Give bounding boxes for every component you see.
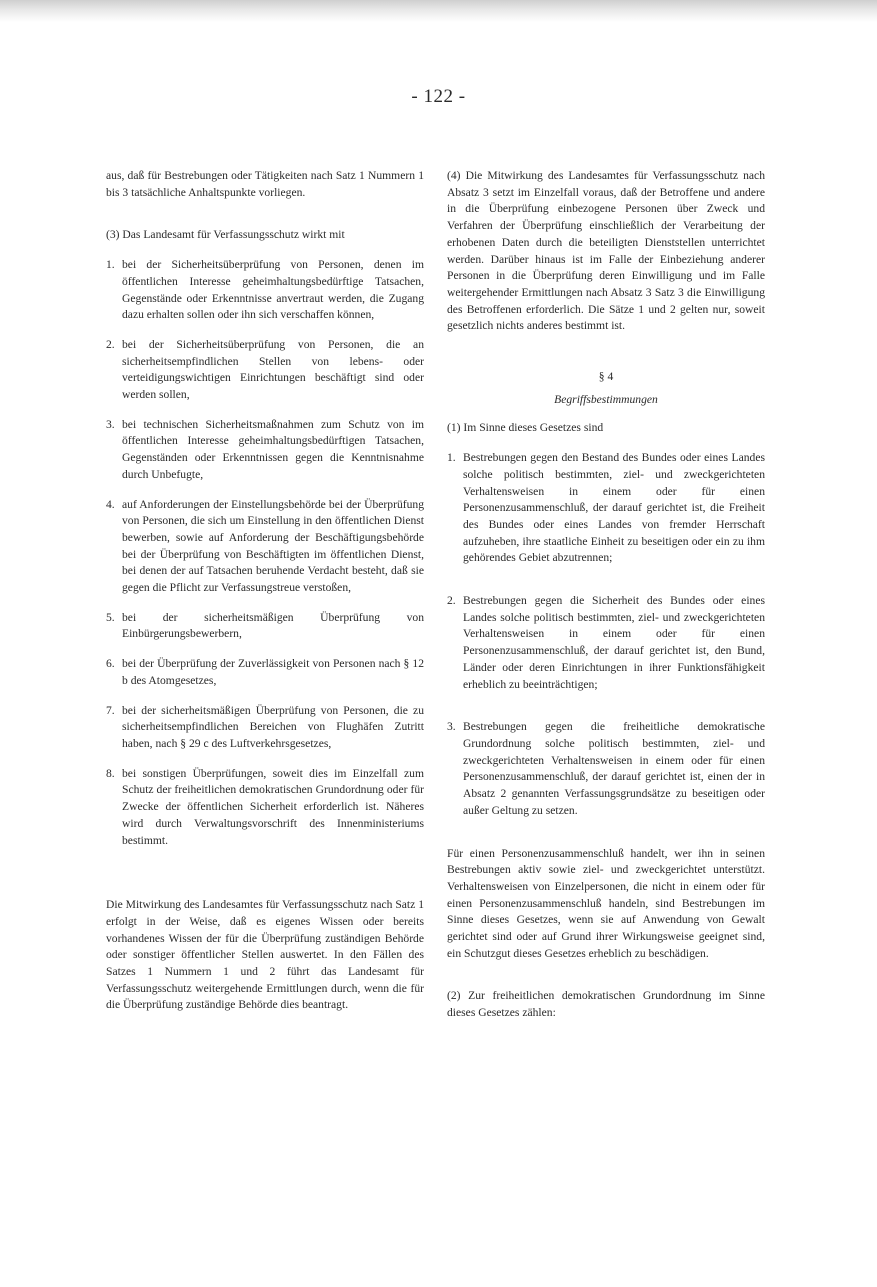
list-item-number: 1. bbox=[447, 451, 456, 465]
right-column bbox=[447, 168, 765, 1035]
list-item bbox=[447, 719, 765, 819]
list-item bbox=[106, 610, 424, 643]
section-title: Begriffsbestimmungen bbox=[554, 392, 658, 406]
section-number: § 4 bbox=[598, 370, 614, 384]
list-item-number: 4. bbox=[106, 497, 115, 511]
list-item bbox=[106, 656, 424, 689]
list-item bbox=[106, 703, 424, 753]
list-item-text: bei sonstigen Überprüfungen, soweit dies im Einzelfall zum Schutz der freiheitlichen demokratischen Grundordnung oder für Zwecke der öffentlichen Sicherheit erforderlich ist. Näheres wird durch Verwaltungsvorschrift des Innenministeriums bestimmt. bbox=[122, 766, 424, 847]
list-item-text: bei der sicherheitsmäßigen Überprüfung von Personen, die zu sicherheitsempfindlichen Bereichen von Flughäfen Zutritt haben, nach § 29 c des Luftverkehrsgesetzes, bbox=[122, 703, 424, 750]
page-number: - 122 - bbox=[411, 86, 466, 107]
paragraph-1-heading: (1) Im Sinne dieses Gesetzes sind bbox=[447, 421, 604, 435]
list-item-number: 6. bbox=[106, 657, 115, 671]
list-item-number: 8. bbox=[106, 766, 115, 780]
list-item-number: 2. bbox=[447, 594, 456, 608]
closing-paragraph: Für einen Personenzusammenschluß handelt, wer ihn in seinen Bestrebungen aktiv sowie ziel- und zweckgerichtet unterstützt. Verhaltensweisen von Einzelpersonen, die nicht in einem oder für einen Personenzusammenschluß handeln, sind Bestrebungen im Sinne dieses Gesetzes, wenn sie auf Anwendung von Gewalt gerichtet sind oder auf Grund ihrer Wirkungsweise geeignet sind, ein Schutzgut dieses Gesetzes erheblich zu beschädigen. bbox=[447, 846, 765, 960]
list-item-number: 3. bbox=[106, 417, 115, 431]
list-item bbox=[447, 450, 765, 567]
list-item bbox=[106, 257, 424, 324]
list-item-text: bei der sicherheitsmäßigen Überprüfung von Einbürgerungsbewerbern, bbox=[122, 610, 424, 641]
scan-edge-shadow bbox=[0, 0, 877, 22]
list-item-text: bei technischen Sicherheitsmaßnahmen zum Schutz von im öffentlichen Interesse geheimhaltungsbedürftigen Tatsachen, Gegenständen oder Erkenntnissen gegen die Kenntnisnahme durch Unbefugte, bbox=[122, 417, 424, 481]
list-item-text: bei der Überprüfung der Zuverlässigkeit von Personen nach § 12 b des Atomgesetzes, bbox=[122, 657, 424, 687]
list-item-text: Bestrebungen gegen den Bestand des Bundes oder eines Landes solche politisch bestimmten, ziel- und zweckgerichteten Verhaltensweisen in einem oder für einen Personenzusammenschluß, der darauf gerichtet ist, die Freiheit des Bundes oder eines Landes von fremder Herrschaft aufzuheben, ihre staatliche Einheit zu beseitigen oder ein zu ihm gehörendes Gebiet abzutrennen; bbox=[463, 451, 765, 565]
list-item-number: 3. bbox=[447, 720, 456, 734]
list-item-text: bei der Sicherheitsüberprüfung von Personen, die an sicherheitsempfindlichen Stellen von lebens- oder verteidigungswichtigen Einrichtungen beschäftigt sind oder werden sollen, bbox=[122, 337, 424, 402]
paragraph-3-heading: (3) Das Landesamt für Verfassungsschutz wirkt mit bbox=[106, 228, 345, 242]
paragraph-4: (4) Die Mitwirkung des Landesamtes für Verfassungsschutz nach Absatz 3 setzt im Einzelfall voraus, daß der Betroffene und andere in die Überprüfung einbezogene Personen über Zweck und Verfahren der Überprüfung einschließlich der Verarbeitung der erhobenen Daten durch die beteiligten Dienststellen unterrichtet werden. Darüber hinaus ist im Falle der Einbeziehung anderer Personen in die Überprüfung deren Einwilligung und im Falle weitergehender Ermittlungen nach Absatz 3 Satz 3 die Einwilligung des Betroffenen erforderlich. Die Sätze 1 und 2 gelten nur, soweit gesetzlich nichts anderes bestimmt ist. bbox=[447, 169, 765, 333]
list-item bbox=[106, 497, 424, 597]
list-item bbox=[447, 593, 765, 693]
closing-paragraph: Die Mitwirkung des Landesamtes für Verfassungsschutz nach Satz 1 erfolgt in der Weise, daß es eigenes Wissen oder bereits vorhandenes Wissen der für die Überprüfung zuständigen Behörde oder sonstiger öffentlicher Stellen auswertet. In den Fällen des Satzes 1 Nummern 1 und 2 führt das Landesamt für Verfassungsschutz weitergehende Ermittlungen durch, wenn die für die Überprüfung zuständige Behörde dies beantragt. bbox=[106, 898, 424, 1012]
list-item-text: Bestrebungen gegen die Sicherheit des Bundes oder eines Landes solche politisch bestimmten, ziel- und zweckgerichteten Verhaltensweisen in einem oder für einen Personenzusammenschluß, der darauf gerichtet ist, den Bund, Länder oder deren Einrichtungen in ihrer Funktionsfähigkeit erheblich zu beeinträchtigen; bbox=[463, 594, 765, 691]
intro-paragraph: aus, daß für Bestrebungen oder Tätigkeiten nach Satz 1 Nummern 1 bis 3 tatsächliche Anhaltspunkte vorliegen. bbox=[106, 169, 424, 199]
list-item bbox=[106, 337, 424, 404]
list-item-number: 1. bbox=[106, 258, 115, 272]
list-item-number: 7. bbox=[106, 703, 115, 717]
list-item-text: Bestrebungen gegen die freiheitliche demokratische Grundordnung solche politisch bestimmten, ziel- und zweckgerichteten Verhaltensweisen in einem oder für einen Personenzusammenschluß, der darauf gerichtet ist, einen der in Absatz 2 genannten Verfassungsgrundsätze zu beseitigen oder außer Geltung zu setzen. bbox=[463, 720, 765, 817]
list-item-text: auf Anforderungen der Einstellungsbehörde bei der Überprüfung von Personen, die sich um Einstellung in den öffentlichen Dienst bewerben, sowie auf Anforderung der Beschäftigungsbehörde bei der Überprüfung von Beschäftigten im öffentlichen Dienst, bei denen der auf Tatsachen beruhende Verdacht besteht, daß sie gegen die Pflicht zur Verfassungstreue verstoßen, bbox=[122, 497, 424, 595]
list-item-text: bei der Sicherheitsüberprüfung von Personen, denen im öffentlichen Interesse geheimhaltungsbedürftige Tatsachen, Gegenstände oder Erkenntnisse anvertraut werden, die Zugang dazu erhalten sollen oder ihn sich verschaffen können, bbox=[122, 258, 424, 322]
list-item bbox=[106, 417, 424, 484]
paragraph-2-heading: (2) Zur freiheitlichen demokratischen Grundordnung im Sinne dieses Gesetzes zählen: bbox=[447, 989, 765, 1020]
list-item bbox=[106, 766, 424, 850]
left-column bbox=[106, 168, 424, 1027]
list-item-number: 5. bbox=[106, 610, 115, 624]
list-item-number: 2. bbox=[106, 337, 115, 351]
